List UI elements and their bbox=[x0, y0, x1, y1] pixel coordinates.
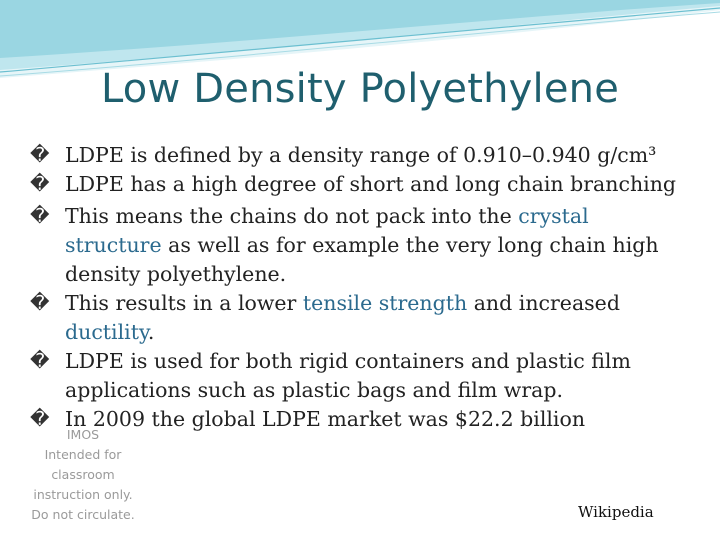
wiki-link[interactable]: tensile strength bbox=[302, 291, 468, 315]
bullet-line bbox=[65, 202, 710, 231]
bullet-line bbox=[65, 260, 710, 289]
bullet-line bbox=[65, 289, 710, 318]
bullet-item bbox=[30, 347, 710, 405]
bullet-list bbox=[30, 141, 710, 434]
bullet-text-segment: This means the chains do not pack into the bbox=[65, 204, 519, 228]
watermark-line: instruction only. bbox=[33, 487, 133, 502]
watermark-line: Intended for bbox=[44, 447, 122, 462]
watermark-line: classroom bbox=[51, 467, 115, 482]
bullet-line bbox=[65, 318, 710, 347]
wiki-link[interactable]: ductility bbox=[65, 320, 148, 344]
bullet-marker-icon: � bbox=[30, 350, 50, 372]
bullet-text-segment: . bbox=[147, 320, 155, 344]
bullet-marker-icon: � bbox=[30, 292, 50, 314]
bullet-marker-icon: � bbox=[30, 173, 50, 195]
bullet-text bbox=[65, 347, 710, 405]
bullet-item bbox=[30, 202, 710, 289]
bullet-marker-icon: � bbox=[30, 408, 50, 430]
watermark bbox=[18, 425, 148, 525]
wiki-link[interactable]: structure bbox=[65, 233, 162, 257]
bullet-text bbox=[65, 405, 710, 434]
bullet-line: LDPE is used for both rigid containers and plastic film bbox=[65, 349, 631, 373]
watermark-line: IMOS bbox=[66, 427, 100, 442]
bullet-text-segment: and increased bbox=[467, 291, 620, 315]
slide-title: Low Density Polyethylene bbox=[100, 66, 620, 112]
wiki-link[interactable]: crystal bbox=[518, 204, 589, 228]
source-credit: Wikipedia bbox=[578, 503, 654, 521]
bullet-text bbox=[65, 202, 710, 289]
bullet-text-segment: This results in a lower bbox=[65, 291, 303, 315]
bullet-marker-icon: � bbox=[30, 144, 50, 166]
bullet-text-segment: as well as for example the very long chain high bbox=[161, 233, 659, 257]
bullet-text bbox=[65, 141, 710, 170]
bullet-line bbox=[65, 231, 710, 260]
bullet-text-segment: density polyethylene. bbox=[65, 262, 287, 286]
bullet-line: applications such as plastic bags and film wrap. bbox=[65, 378, 564, 402]
bullet-line: In 2009 the global LDPE market was $22.2 billion bbox=[65, 407, 586, 431]
watermark-line: Do not circulate. bbox=[31, 507, 135, 522]
bullet-item bbox=[30, 289, 710, 347]
bullet-line: LDPE has a high degree of short and long chain branching bbox=[65, 172, 677, 196]
bullet-item bbox=[30, 141, 710, 170]
bullet-line: LDPE is defined by a density range of 0.910–0.940 g/cm³ bbox=[65, 143, 657, 167]
bullet-text bbox=[65, 289, 710, 347]
bullet-item bbox=[30, 170, 710, 199]
bullet-text bbox=[65, 170, 710, 199]
bullet-marker-icon: � bbox=[30, 205, 50, 227]
